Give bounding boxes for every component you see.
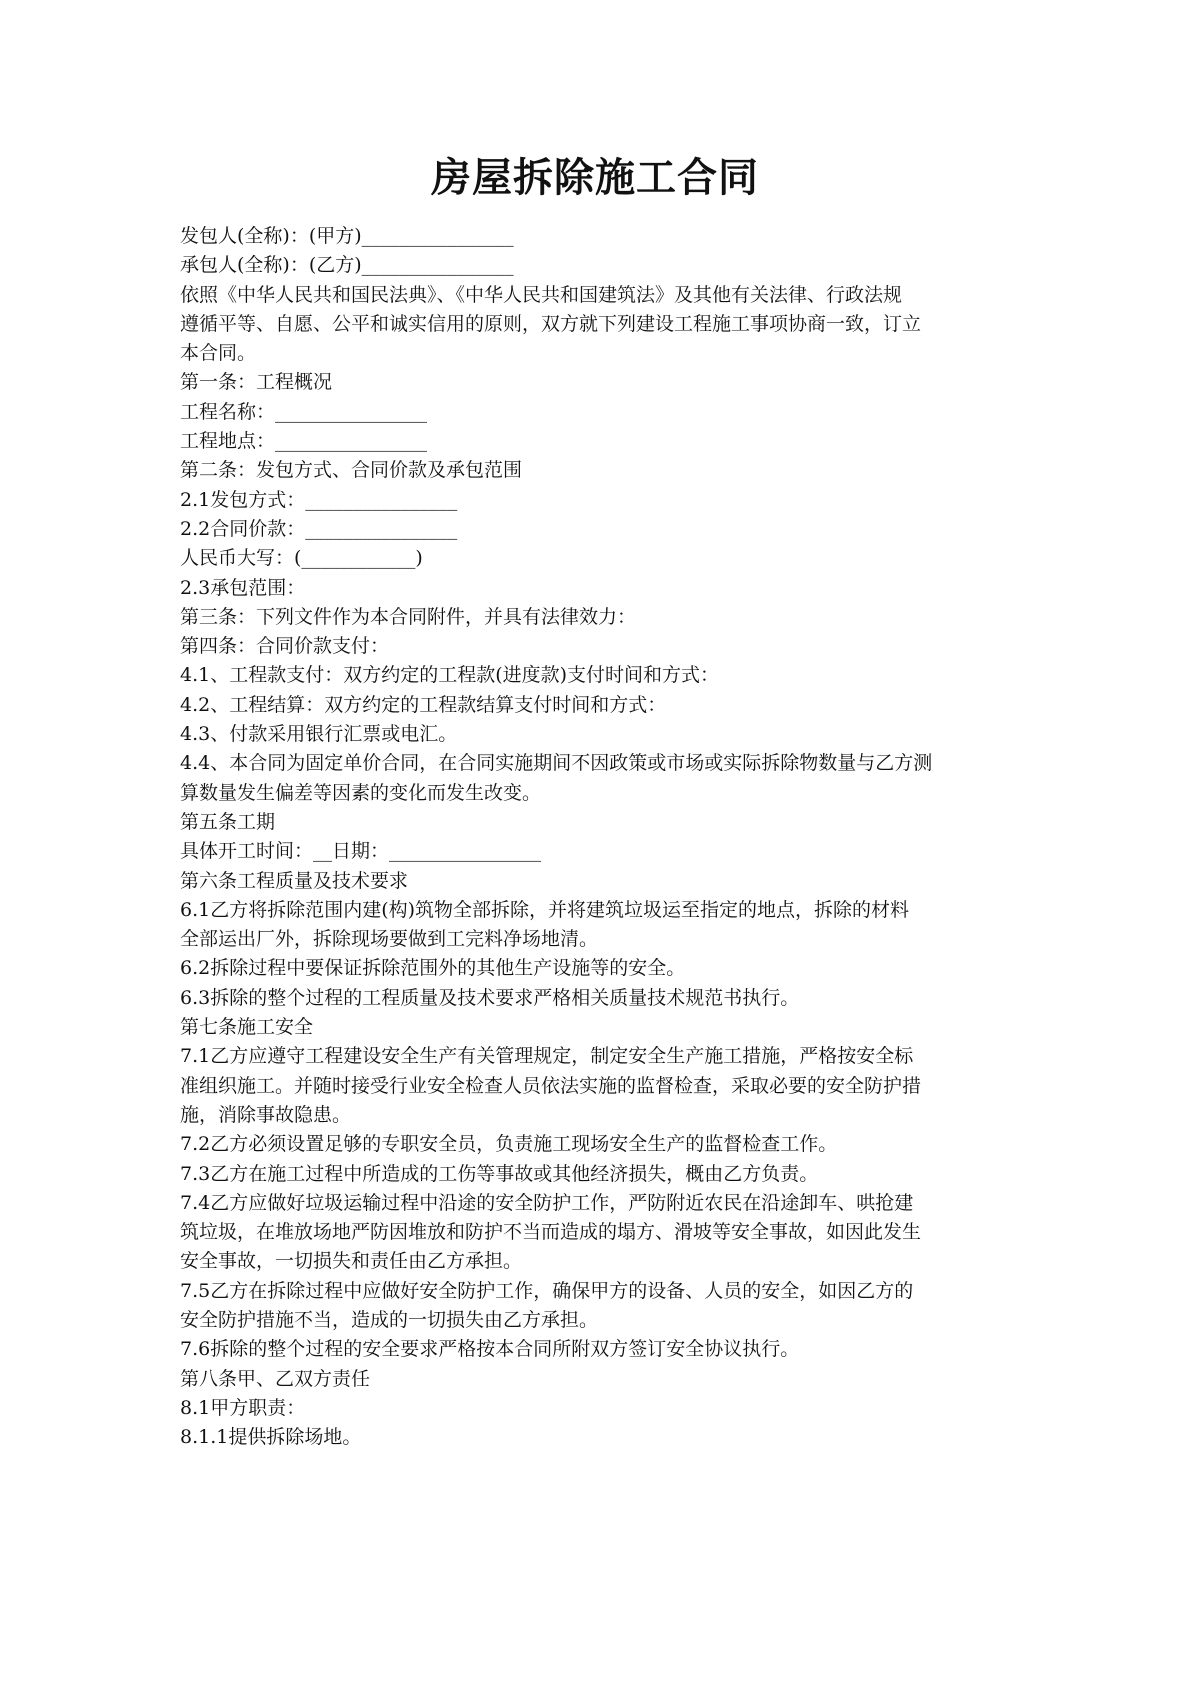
article-6-heading: 第六条工程质量及技术要求 xyxy=(180,869,409,892)
article-8-heading: 第八条甲、乙双方责任 xyxy=(180,1367,371,1390)
article-5-heading: 第五条工期 xyxy=(180,810,276,833)
amount-in-words-line: 人民币大写：(____________) xyxy=(180,547,423,570)
clause-4-3: 4.3、付款采用银行汇票或电汇。 xyxy=(180,723,458,746)
article-3-heading: 第三条：下列文件作为本合同附件，并具有法律效力： xyxy=(180,605,637,628)
party-b-line: 承包人(全称)：(乙方)________________ xyxy=(180,254,514,277)
clause-4-1: 4.1、工程款支付：双方约定的工程款(进度款)支付时间和方式： xyxy=(180,664,720,687)
article-7-heading: 第七条施工安全 xyxy=(180,1016,314,1039)
clause-7-2: 7.2乙方必须设置足够的专职安全员，负责施工现场安全生产的监督检查工作。 xyxy=(180,1133,838,1156)
clause-7-5-cont: 安全防护措施不当，造成的一切损失由乙方承担。 xyxy=(180,1308,599,1331)
article-1-heading: 第一条：工程概况 xyxy=(180,371,333,394)
clause-6-1-cont: 全部运出厂外，拆除现场要做到工完料净场地清。 xyxy=(180,928,599,951)
start-date-line: 具体开工时间：__日期：________________ xyxy=(180,840,542,863)
clause-2-2: 2.2合同价款：________________ xyxy=(180,517,458,540)
project-name-line: 工程名称：________________ xyxy=(180,400,428,423)
clause-7-1-cont: 施，消除事故隐患。 xyxy=(180,1103,352,1126)
clause-4-4: 4.4、本合同为固定单价合同，在合同实施期间不因政策或市场或实际拆除物数量与乙方测 xyxy=(180,752,933,775)
clause-8-1: 8.1甲方职责： xyxy=(180,1396,306,1419)
article-2-heading: 第二条：发包方式、合同价款及承包范围 xyxy=(180,459,523,482)
preamble-line: 遵循平等、自愿、公平和诚实信用的原则，双方就下列建设工程施工事项协商一致，订立 xyxy=(180,312,922,335)
preamble-line: 本合同。 xyxy=(180,342,257,365)
clause-7-1: 7.1乙方应遵守工程建设安全生产有关管理规定，制定安全生产施工措施，严格按安全标 xyxy=(180,1045,914,1068)
clause-7-1-cont: 准组织施工。并随时接受行业安全检查人员依法实施的监督检查，采取必要的安全防护措 xyxy=(180,1074,922,1097)
preamble-line: 依照《中华人民共和国民法典》、《中华人民共和国建筑法》及其他有关法律、行政法规 xyxy=(180,283,903,306)
article-4-heading: 第四条：合同价款支付： xyxy=(180,635,390,658)
clause-7-4: 7.4乙方应做好垃圾运输过程中沿途的安全防护工作，严防附近农民在沿途卸车、哄抢建 xyxy=(180,1191,914,1214)
clause-6-3: 6.3拆除的整个过程的工程质量及技术要求严格相关质量技术规范书执行。 xyxy=(180,986,800,1009)
clause-4-4-cont: 算数量发生偏差等因素的变化而发生改变。 xyxy=(180,781,542,804)
document-title: 房屋拆除施工合同 xyxy=(431,155,759,201)
clause-7-4-cont: 安全事故，一切损失和责任由乙方承担。 xyxy=(180,1250,523,1273)
project-location-line: 工程地点：________________ xyxy=(180,430,428,453)
clause-6-1: 6.1乙方将拆除范围内建(构)筑物全部拆除，并将建筑垃圾运至指定的地点，拆除的材料 xyxy=(180,898,910,921)
clause-2-1: 2.1发包方式：________________ xyxy=(180,488,458,511)
clause-7-4-cont: 筑垃圾，在堆放场地严防因堆放和防护不当而造成的塌方、滑坡等安全事故，如因此发生 xyxy=(180,1221,922,1244)
clause-6-2: 6.2拆除过程中要保证拆除范围外的其他生产设施等的安全。 xyxy=(180,957,686,980)
clause-2-3: 2.3承包范围： xyxy=(180,576,306,599)
party-a-line: 发包人(全称)：(甲方)________________ xyxy=(180,225,514,247)
clause-8-1-1: 8.1.1提供拆除场地。 xyxy=(180,1426,362,1449)
clause-7-6: 7.6拆除的整个过程的安全要求严格按本合同所附双方签订安全协议执行。 xyxy=(180,1338,800,1361)
clause-7-3: 7.3乙方在施工过程中所造成的工伤等事故或其他经济损失，概由乙方负责。 xyxy=(180,1162,819,1185)
clause-4-2: 4.2、工程结算：双方约定的工程款结算支付时间和方式： xyxy=(180,693,667,716)
document-body xyxy=(180,222,1010,1452)
clause-7-5: 7.5乙方在拆除过程中应做好安全防护工作，确保甲方的设备、人员的安全，如因乙方的 xyxy=(180,1279,914,1302)
